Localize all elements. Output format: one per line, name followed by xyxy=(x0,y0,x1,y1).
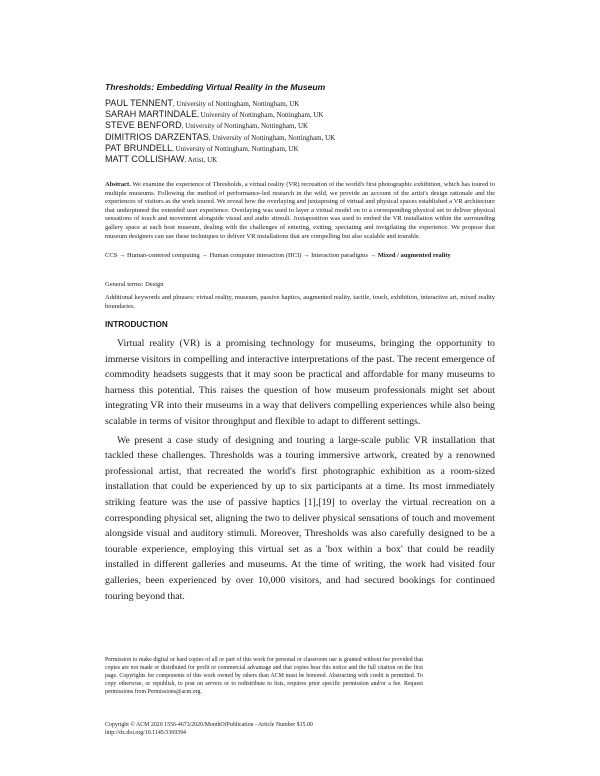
introduction-body xyxy=(105,336,495,604)
ccs-concepts xyxy=(105,251,495,262)
author-entry xyxy=(105,98,335,109)
section-heading-introduction: INTRODUCTION xyxy=(105,320,168,329)
author-affiliation: , University of Nottingham, Nottingham, UK xyxy=(172,100,300,108)
ccs-text: CCS → Human-centered computing → Human computer interaction (HCI) → Interaction paradigms → xyxy=(105,252,378,259)
abstract xyxy=(105,181,495,241)
author-entry xyxy=(105,154,335,165)
author-name: PAUL TENNENT xyxy=(105,98,173,108)
keywords: Additional keywords and phrases: virtual reality, museum, passive haptics, augmented reality, tactile, touch, exhibition, interactive art, mixed reality boundaries. xyxy=(105,294,495,310)
author-affiliation: , University of Nottingham, Nottingham, UK xyxy=(172,144,299,153)
paper-title: Thresholds: Embedding Virtual Reality in the Museum xyxy=(105,82,326,92)
author-name: STEVE BENFORD xyxy=(105,120,182,131)
author-list xyxy=(105,98,335,165)
author-affiliation: , University of Nottingham, Nottingham, UK xyxy=(181,122,309,131)
abstract-label: Abstract. xyxy=(105,181,131,188)
author-name: SARAH MARTINDALE xyxy=(105,109,198,120)
copyright-block xyxy=(105,721,313,737)
author-affiliation: , University of Nottingham, Nottingham, UK xyxy=(197,111,324,120)
copyright-line: Copyright © ACM 2020 1556-4673/2020/MonthOfPublication - Article Number $15.00 xyxy=(105,722,313,728)
doi-link[interactable]: http://dx.doi.org/10.1145/3369394 xyxy=(105,730,186,737)
author-entry xyxy=(105,132,335,143)
body-paragraph: Virtual reality (VR) is a promising technology for museums, bringing the opportunity to immerse visitors in compelling and interactive interpretations of the past. The recent emergence of commodity headsets suggests that it may soon be practical and affordable for many museums to harness this potential. This raises the question of how museum professionals might set about integrating VR into their museums in a way that delivers compelling experiences while also being scalable in terms of visitor throughput and flexible to adapt to different settings. xyxy=(105,338,495,427)
author-entry xyxy=(105,109,335,120)
author-name: DIMITRIOS DARZENTAS xyxy=(105,131,209,142)
author-entry xyxy=(105,143,335,154)
permission-notice: Permission to make digital or hard copies of all or part of this work for personal or classroom use is granted without fee provided that copies are not made or distributed for profit or commercial advantage and that copies bear this notice and the full citation on the first page. Copyrights for components of this work owned by others than ACM must be honored. Abstracting with credit is permitted. To copy otherwise, or republish, to post on servers or to redistribute to lists, requires prior specific permission and/or a fee. Request permissions from Permissions@acm.org. xyxy=(105,657,423,696)
general-terms: General terms: Design xyxy=(105,281,164,288)
abstract-text: We examine the experience of Thresholds, a virtual reality (VR) recreation of the world's first photographic exhibition, which has toured to multiple museums. Following the method of performance-led research in the wild, we provide an account of the artist's design rationale and the experiences of visitors as the work toured. We reveal how the overlaying and juxtaposing of virtual and physical spaces established a VR architecture that underpinned the extended user experience. Overlaying was used to layer a virtual model on to a corresponding physical set to deliver physical sensations of touch and movement alongside visual and audio stimuli. Juxtaposition was used to embed the VR installation within the surrounding gallery space at each host museum, dealing with the challenges of entering, exiting, spectating and invigilating the experience. We propose that museum designers can use these techniques to deliver VR installations that are compelling but also scalable and tourable. xyxy=(105,181,495,240)
author-affiliation: , Artist, UK xyxy=(184,155,218,164)
author-entry xyxy=(105,120,335,131)
author-name: MATT COLLISHAW xyxy=(105,153,185,164)
ccs-bold-concept: Mixed / augmented reality xyxy=(377,252,451,259)
author-affiliation: , University of Nottingham, Nottingham, UK xyxy=(208,133,336,142)
author-name: PAT BRUNDELL xyxy=(105,142,173,153)
body-paragraph: We present a case study of designing and touring a large-scale public VR installation that tackled these challenges. Thresholds was a touring immersive artwork, created by a renowned professional artist, that recreated the world's first photographic exhibition as a room-sized installation that could be experienced by up to six participants at a time. Its most immediately striking feature was the use of passive haptics [1],[19] to overlay the virtual recreation on a corresponding physical set, aligning the two to deliver physical sensations of touch and movement alongside visual and auditory stimuli. Moreover, Thresholds was also carefully designed to be a tourable experience, employing this virtual set as a 'box within a box' that could be readily installed in different galleries and museums. At the time of writing, the work had visited four galleries, been experienced by over 10,000 visitors, and had secured bookings for continued touring beyond that. xyxy=(105,434,495,602)
